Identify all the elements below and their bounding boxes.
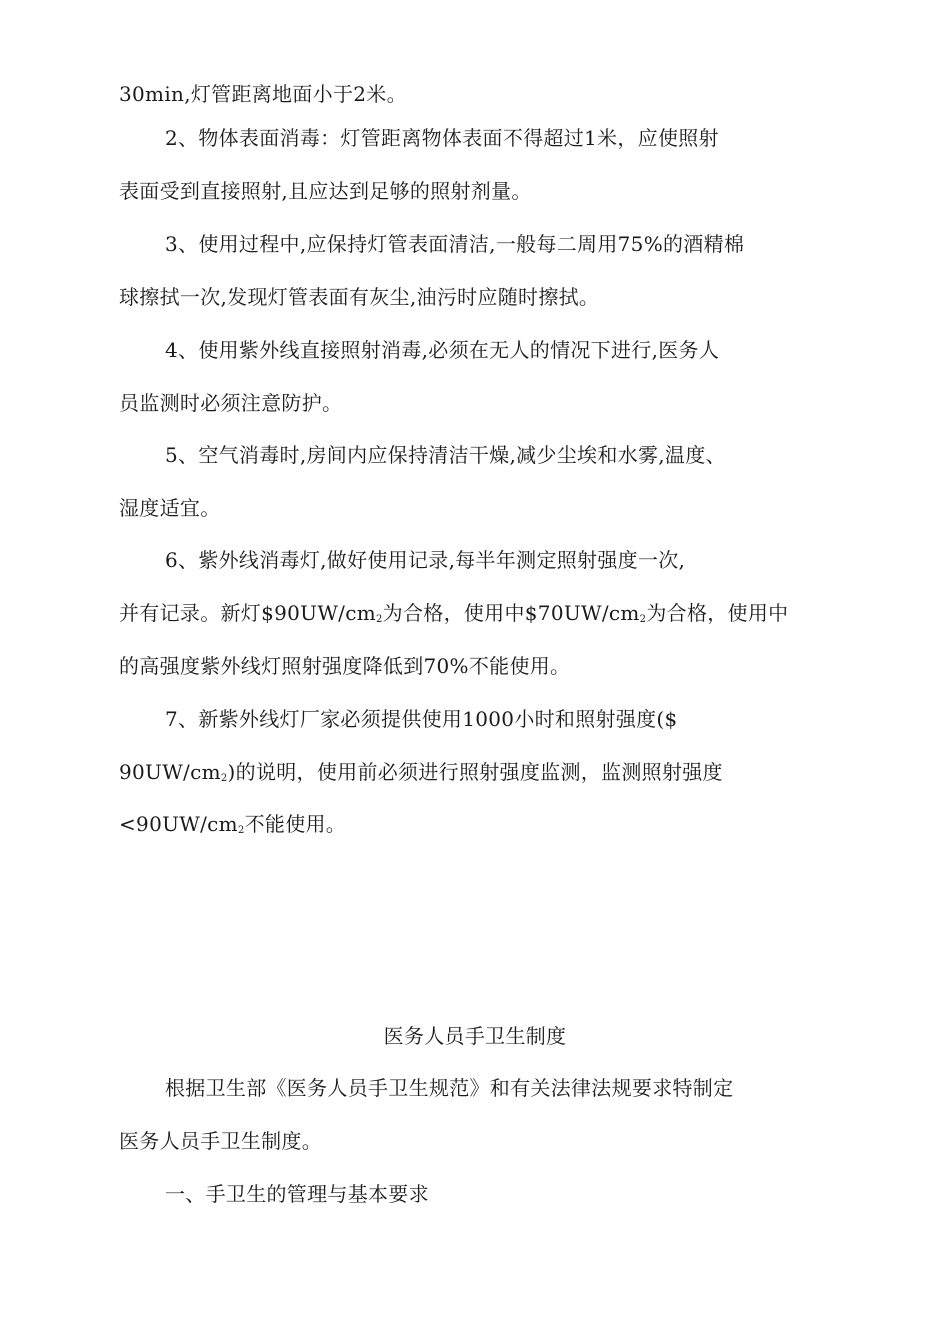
paragraph-line: [119, 810, 346, 845]
section-title: 医务人员手卫生制度: [383, 1024, 567, 1048]
subscript: 2: [237, 825, 245, 836]
subscript: 2: [639, 614, 647, 625]
paragraph-line: [119, 599, 788, 634]
subscript: 2: [376, 614, 383, 625]
paragraph-line: 表面受到直接照射,且应达到足够的照射剂量。: [119, 179, 532, 203]
text-segment: 为合格，使用中$70UW/cm: [382, 601, 640, 625]
section-heading: 一、手卫生的管理与基本要求: [165, 1182, 429, 1206]
text-segment: 不能使用。: [244, 812, 347, 836]
paragraph-line: 4、使用紫外线直接照射消毒,必须在无人的情况下进行,医务人: [165, 338, 720, 362]
paragraph-line: 6、紫外线消毒灯,做好使用记录,每半年测定照射强度一次,: [165, 548, 686, 572]
text-segment: 为合格，使用中: [646, 601, 789, 625]
paragraph-line: 医务人员手卫生制度。: [119, 1129, 322, 1153]
text-segment: <90UW/cm: [119, 812, 238, 836]
paragraph-line: 30min,灯管距离地面小于2米。: [119, 82, 407, 106]
paragraph-line: 3、使用过程中,应保持灯管表面清洁,一般每二周用75%的酒精棉: [165, 232, 745, 256]
paragraph-line: 5、空气消毒时,房间内应保持清洁干燥,减少尘埃和水雾,温度、: [165, 443, 726, 467]
paragraph-line: 员监测时必须注意防护。: [119, 391, 343, 415]
paragraph-line: 2、物体表面消毒：灯管距离物体表面不得超过1米，应使照射: [165, 126, 719, 150]
paragraph-line: 的高强度紫外线灯照射强度降低到70%不能使用。: [119, 654, 571, 678]
paragraph-line: 球擦拭一次,发现灯管表面有灰尘,油污时应随时擦拭。: [119, 285, 600, 309]
text-segment: 并有记录。新灯$90UW/cm: [119, 601, 376, 625]
text-segment: )的说明，使用前必须进行照射强度监测，监测照射强度: [227, 760, 723, 784]
paragraph-line: 根据卫生部《医务人员手卫生规范》和有关法律法规要求特制定: [165, 1076, 734, 1100]
paragraph-line: 7、新紫外线灯厂家必须提供使用1000小时和照射强度($: [165, 707, 678, 731]
paragraph-line: 湿度适宜。: [119, 496, 221, 520]
paragraph-line: [119, 758, 723, 793]
text-segment: 90UW/cm: [119, 760, 221, 784]
subscript: 2: [220, 773, 228, 784]
